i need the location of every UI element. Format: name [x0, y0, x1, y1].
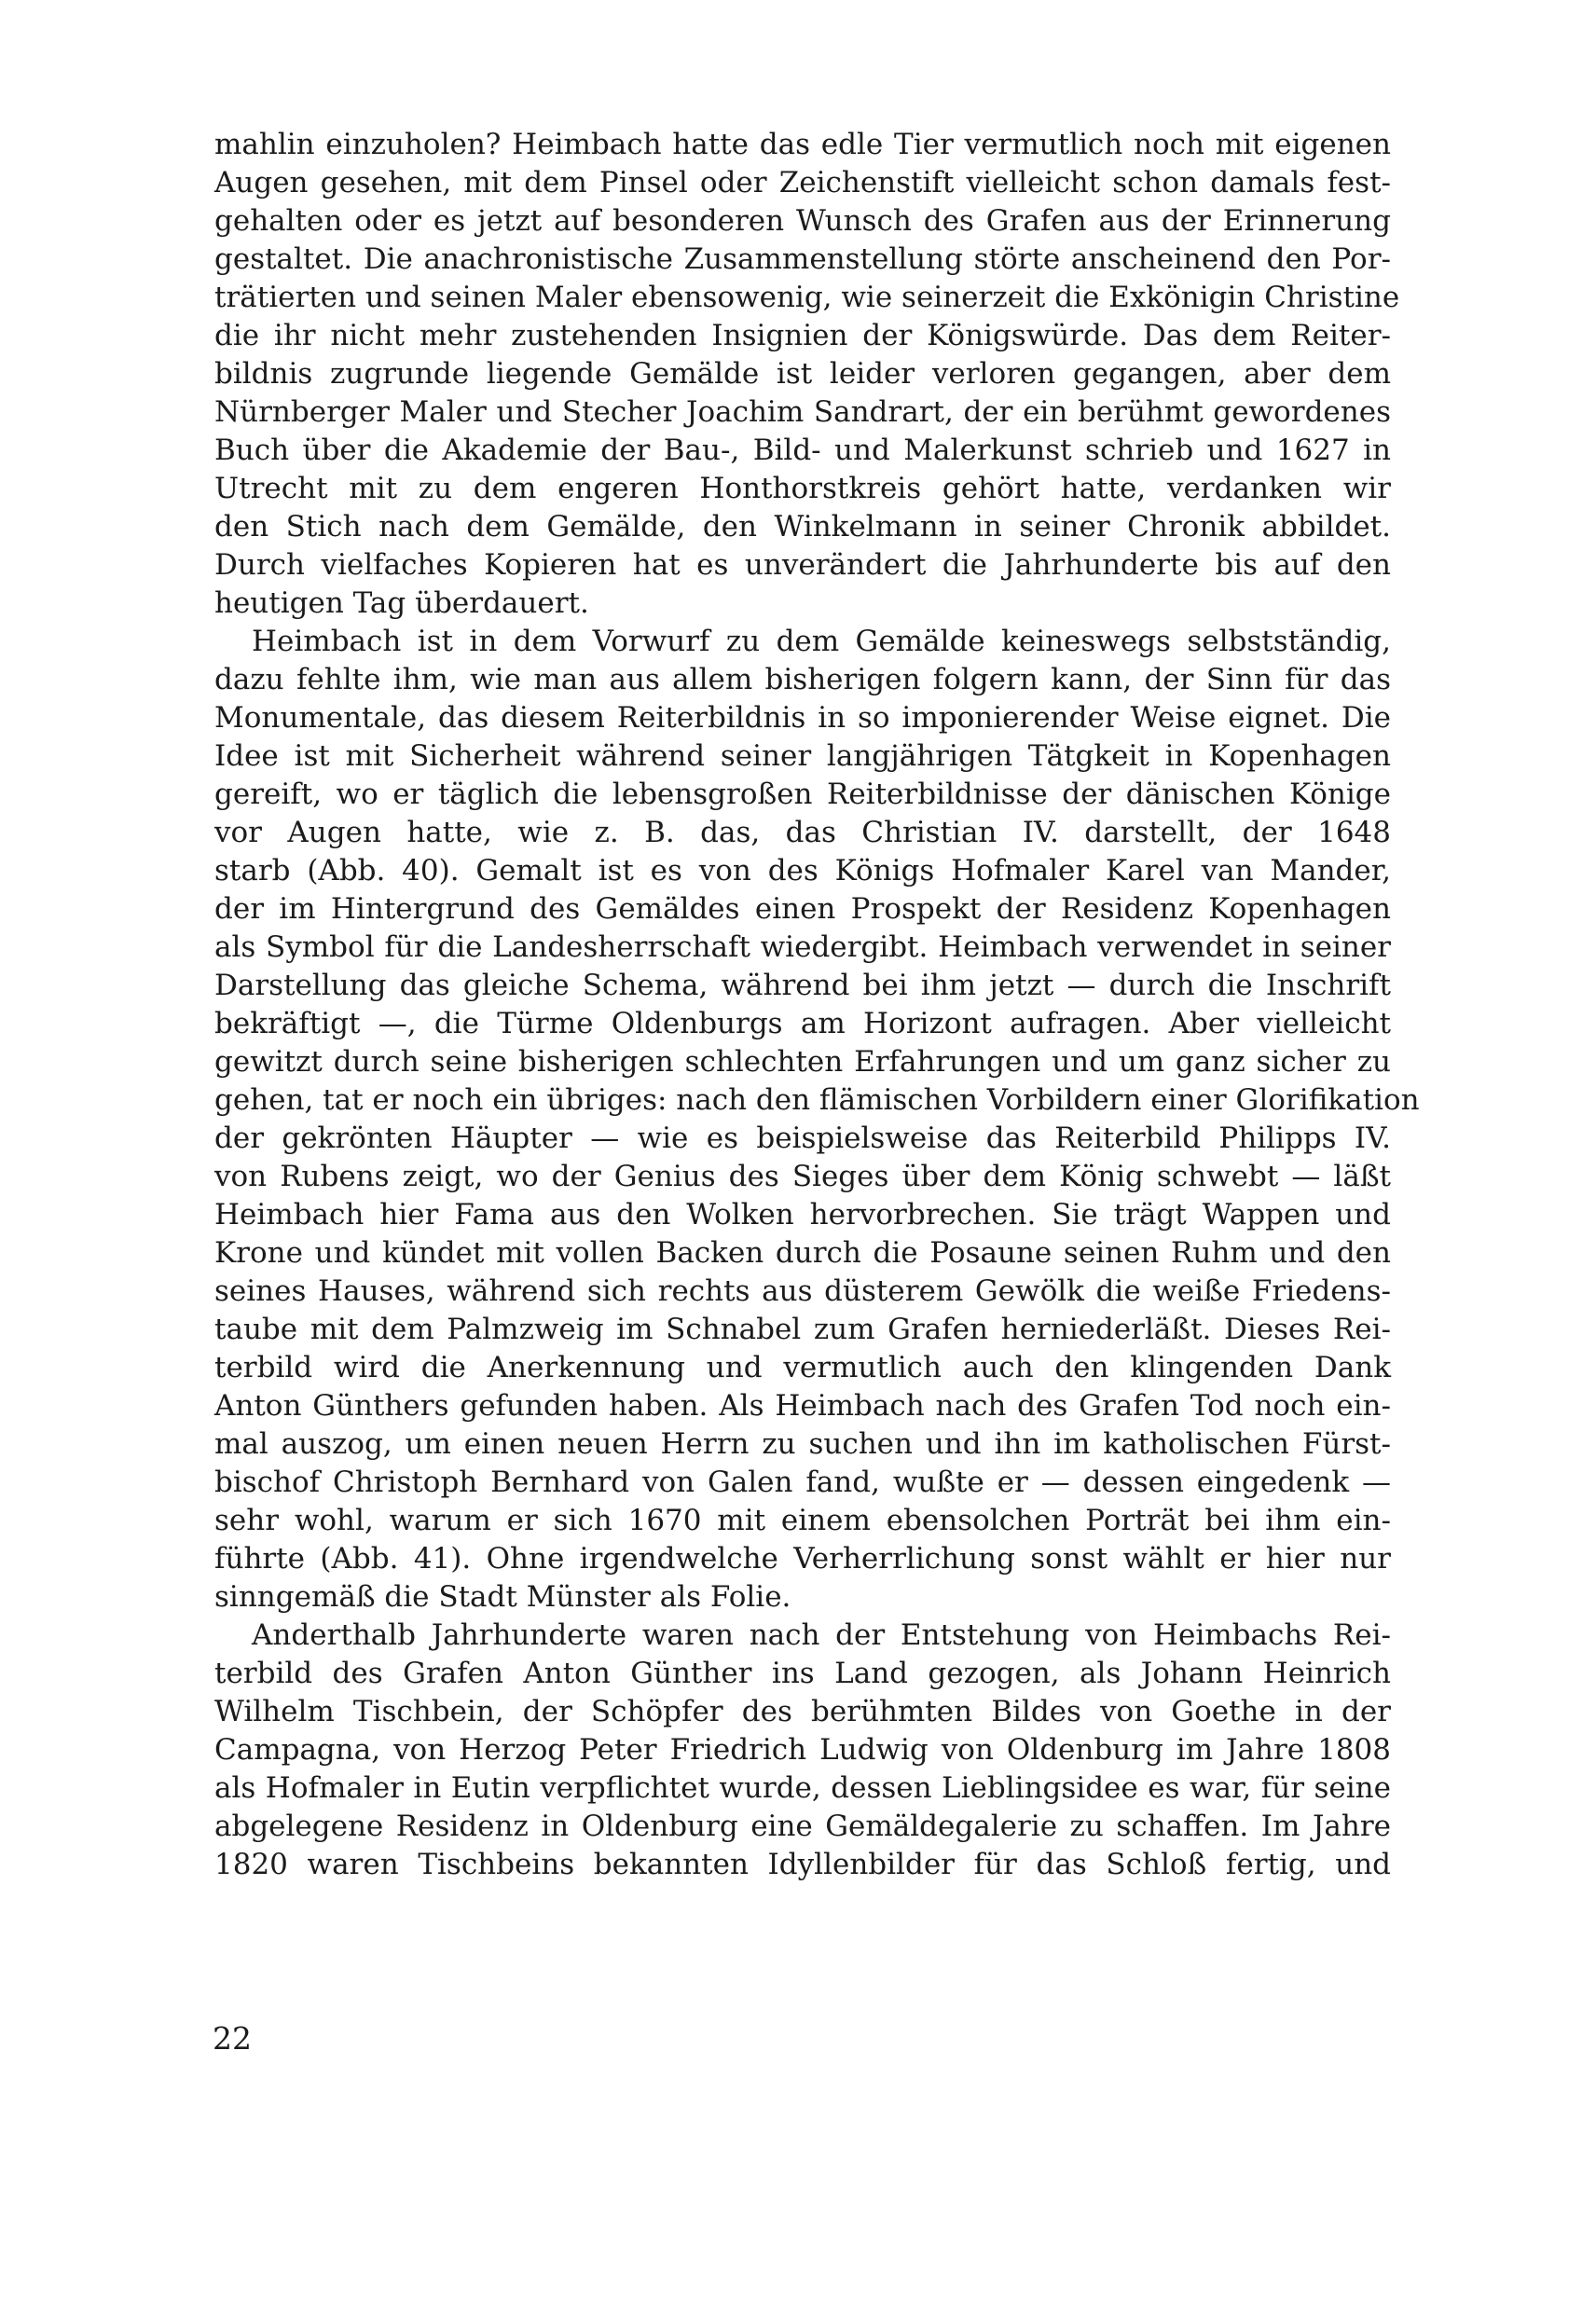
text-line: als Symbol für die Landesherrschaft wiedergibt. Heimbach verwendet in seiner [214, 930, 1391, 964]
text-line: gehalten oder es jetzt auf besonderen Wunsch des Grafen aus der Erinnerung [214, 204, 1391, 238]
text-line: Wilhelm Tischbein, der Schöpfer des berühmten Bildes von Goethe in der [214, 1695, 1391, 1728]
text-line: seines Hauses, während sich rechts aus düsterem Gewölk die weiße Friedens- [214, 1274, 1391, 1308]
text-line: heutigen Tag überdauert. [214, 586, 589, 620]
text-line: gewitzt durch seine bisherigen schlechten Erfahrungen und um ganz sicher zu [214, 1045, 1391, 1079]
text-line: bischof Christoph Bernhard von Galen fand, wußte er — dessen eingedenk — [214, 1466, 1391, 1499]
text-line: sehr wohl, warum er sich 1670 mit einem ebensolchen Porträt bei ihm ein- [214, 1504, 1391, 1537]
paragraph-start-line: Anderthalb Jahrhunderte waren nach der Entstehung von Heimbachs Rei- [252, 1618, 1391, 1652]
text-line: Augen gesehen, mit dem Pinsel oder Zeichenstift vielleicht schon damals fest- [214, 166, 1391, 200]
text-line: taube mit dem Palmzweig im Schnabel zum Grafen herniederläßt. Dieses Rei- [214, 1313, 1391, 1346]
text-line: sinngemäß die Stadt Münster als Folie. [214, 1580, 791, 1614]
text-line: als Hofmaler in Eutin verpflichtet wurde, dessen Lieblingsidee es war, für seine [214, 1771, 1391, 1805]
text-line: Durch vielfaches Kopieren hat es unverändert die Jahrhunderte bis auf den [214, 548, 1391, 582]
text-line: bekräftigt —, die Türme Oldenburgs am Horizont aufragen. Aber vielleicht [214, 1007, 1391, 1040]
text-line: Nürnberger Maler und Stecher Joachim Sandrart, der ein berühmt gewordenes [214, 395, 1391, 429]
text-line: Utrecht mit zu dem engeren Honthorstkreis gehört hatte, verdanken wir [214, 472, 1391, 505]
text-line: Krone und kündet mit vollen Backen durch die Posaune seinen Ruhm und den [214, 1236, 1391, 1270]
text-line: mal auszog, um einen neuen Herrn zu suchen und ihn im katholischen Fürst- [214, 1427, 1391, 1461]
text-line: dazu fehlte ihm, wie man aus allem bisherigen folgern kann, der Sinn für das [214, 663, 1391, 696]
text-line: Buch über die Akademie der Bau-, Bild- und Malerkunst schrieb und 1627 in [214, 434, 1391, 467]
text-line: Campagna, von Herzog Peter Friedrich Ludwig von Oldenburg im Jahre 1808 [214, 1733, 1391, 1767]
text-line: trätierten und seinen Maler ebensowenig, wie seinerzeit die Exkönigin Christine [214, 281, 1400, 314]
text-line: Anton Günthers gefunden haben. Als Heimbach nach des Grafen Tod noch ein- [214, 1389, 1391, 1423]
text-line: der im Hintergrund des Gemäldes einen Prospekt der Residenz Kopenhagen [214, 892, 1391, 926]
text-line: abgelegene Residenz in Oldenburg eine Gemäldegalerie zu schaffen. Im Jahre [214, 1810, 1391, 1843]
text-line: von Rubens zeigt, wo der Genius des Sieges über dem König schwebt — läßt [214, 1160, 1391, 1193]
text-line: gereift, wo er täglich die lebensgroßen Reiterbildnisse der dänischen Könige [214, 778, 1391, 811]
text-line: die ihr nicht mehr zustehenden Insignien der Königswürde. Das dem Reiter- [214, 319, 1391, 352]
text-line: gestaltet. Die anachronistische Zusammenstellung störte anscheinend den Por- [214, 242, 1391, 276]
page-number: 22 [213, 2020, 252, 2057]
text-line: führte (Abb. 41). Ohne irgendwelche Verherrlichung sonst wählt er hier nur [214, 1542, 1391, 1576]
text-line: terbild wird die Anerkennung und vermutlich auch den klingenden Dank [214, 1351, 1391, 1384]
text-line: mahlin einzuholen? Heimbach hatte das edle Tier vermutlich noch mit eigenen [214, 128, 1391, 161]
text-line: Heimbach hier Fama aus den Wolken hervorbrechen. Sie trägt Wappen und [214, 1198, 1391, 1232]
text-line: den Stich nach dem Gemälde, den Winkelmann in seiner Chronik abbildet. [214, 510, 1391, 544]
text-line: terbild des Grafen Anton Günther ins Land gezogen, als Johann Heinrich [214, 1657, 1391, 1690]
text-line: gehen, tat er noch ein übriges: nach den flämischen Vorbildern einer Glorifikation [214, 1083, 1420, 1117]
text-line: 1820 waren Tischbeins bekannten Idyllenbilder für das Schloß fertig, und [214, 1848, 1391, 1881]
text-line: bildnis zugrunde liegende Gemälde ist leider verloren gegangen, aber dem [214, 357, 1391, 391]
text-line: Idee ist mit Sicherheit während seiner langjährigen Tätgkeit in Kopenhagen [214, 739, 1391, 773]
text-line: starb (Abb. 40). Gemalt ist es von des Königs Hofmaler Karel van Mander, [214, 854, 1391, 888]
text-line: der gekrönten Häupter — wie es beispielsweise das Reiterbild Philipps IV. [214, 1122, 1391, 1155]
text-line: Monumentale, das diesem Reiterbildnis in so imponierender Weise eignet. Die [214, 701, 1391, 735]
text-line: vor Augen hatte, wie z. B. das, das Christian IV. darstellt, der 1648 [214, 816, 1391, 849]
text-line: Darstellung das gleiche Schema, während bei ihm jetzt — durch die Inschrift [214, 969, 1391, 1002]
paragraph-start-line: Heimbach ist in dem Vorwurf zu dem Gemälde keineswegs selbstständig, [252, 625, 1391, 658]
